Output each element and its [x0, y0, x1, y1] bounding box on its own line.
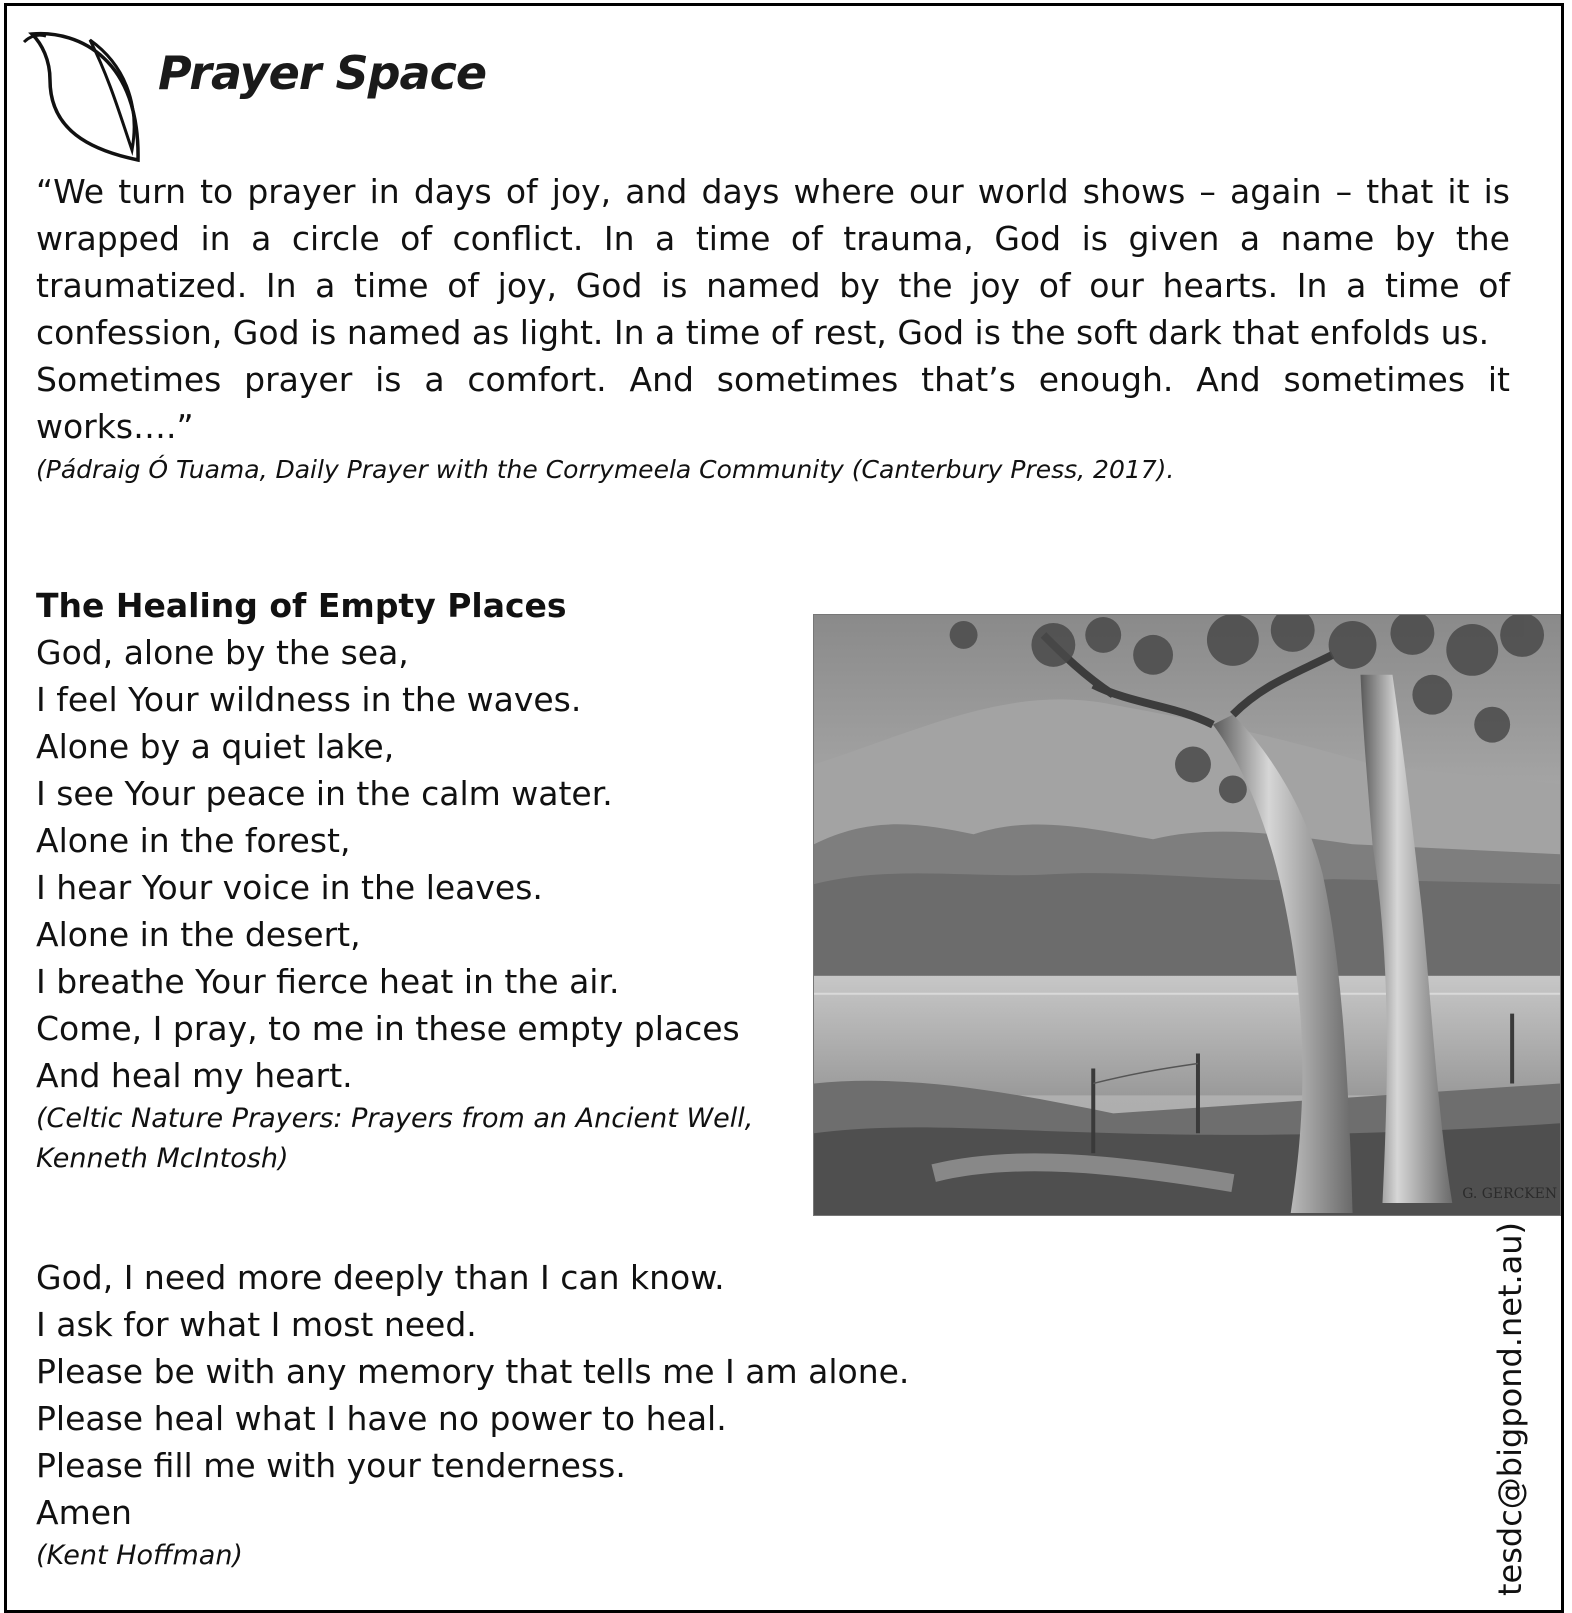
poem-line: I see Your peace in the calm water. [36, 774, 613, 813]
prayer-line: Please heal what I have no power to heal. [36, 1399, 727, 1438]
quote-paragraph: Sometimes prayer is a comfort. And sometimes that’s enough. And sometimes it works….” [36, 360, 1510, 446]
poem-line: Alone in the forest, [36, 821, 351, 860]
quote-citation: (Pádraig Ó Tuama, Daily Prayer with the Corrymeela Community (Canterbury Press, 2017). [36, 455, 1175, 484]
opening-quote [36, 168, 1510, 490]
poem-title: The Healing of Empty Places [36, 586, 567, 625]
poem-line: I breathe Your fierce heat in the air. [36, 962, 620, 1001]
closing-prayer [36, 1254, 1036, 1576]
poem-line: And heal my heart. [36, 1056, 353, 1095]
quote-paragraph: “We turn to prayer in days of joy, and days where our world shows – again – that it is wrapped in a circle of conflict. In a time of trauma, God is given a name by the traumatized. In a time of joy, God is named by the joy of our hearts. In a time of confession, God is named as light. In a time of rest, God is the soft dark that enfolds us. [36, 172, 1510, 352]
leaf-icon [20, 20, 150, 165]
poem-line: I hear Your voice in the leaves. [36, 868, 543, 907]
poem-citation: (Celtic Nature Prayers: Prayers from an Ancient Well, Kenneth McIntosh) [36, 1103, 754, 1174]
poem-line: I feel Your wildness in the waves. [36, 680, 582, 719]
prayer-line: God, I need more deeply than I can know. [36, 1258, 725, 1297]
prayer-line: Amen [36, 1493, 132, 1532]
poem-line: Come, I pray, to me in these empty places [36, 1009, 740, 1048]
poem-line: God, alone by the sea, [36, 633, 409, 672]
painting-signature: G. GERCKEN [1462, 1186, 1558, 1203]
prayer-line: Please be with any memory that tells me I am alone. [36, 1352, 910, 1391]
header [20, 20, 620, 170]
landscape-painting [813, 614, 1561, 1216]
prayer-line: I ask for what I most need. [36, 1305, 477, 1344]
poem-line: Alone by a quiet lake, [36, 727, 395, 766]
poem-line: Alone in the desert, [36, 915, 361, 954]
prayer-citation: (Kent Hoffman) [36, 1540, 243, 1571]
contact-email: tesdc@bigpond.net.au) [1491, 1221, 1529, 1596]
prayer-line: Please fill me with your tenderness. [36, 1446, 626, 1485]
poem [36, 582, 806, 1179]
page-title: Prayer Space [158, 46, 487, 100]
